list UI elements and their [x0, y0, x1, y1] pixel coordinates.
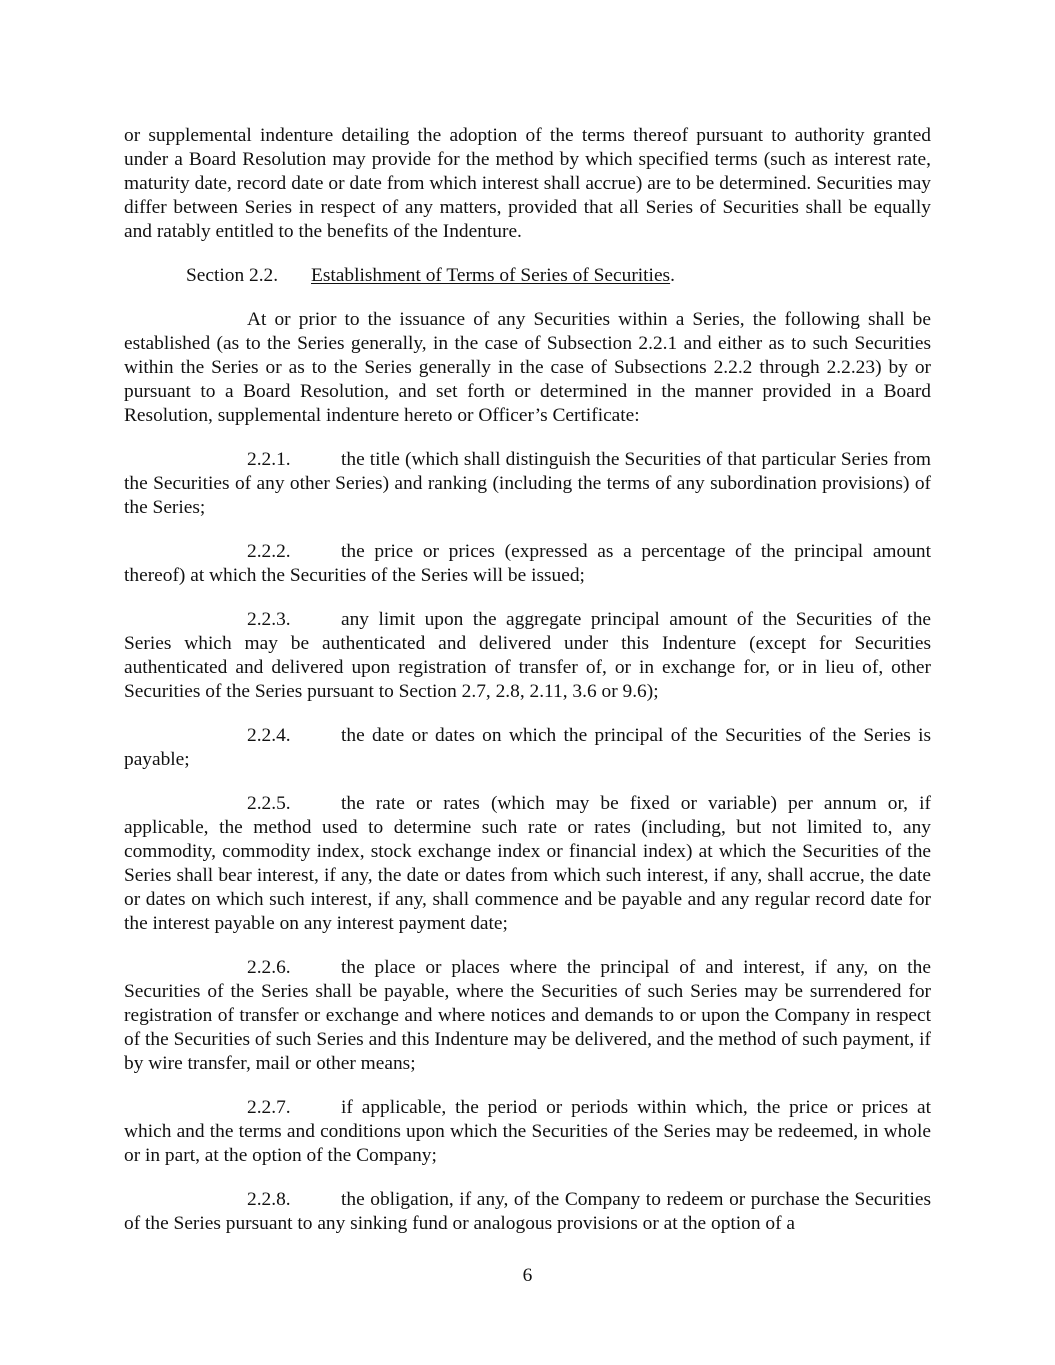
- clause-text: the obligation, if any, of the Company to redeem or purchase the Securities of the Series pursuant to any sinking fund or analogous provisions or at the option of a: [124, 1189, 931, 1234]
- clause-2-2-7: [124, 1096, 931, 1168]
- section-number: Section 2.2.: [186, 265, 279, 286]
- clause-text: the title (which shall distinguish the Securities of that particular Series from the Securities of any other Series) and ranking (including the terms of any subordination provisions) of the Series;: [124, 449, 931, 518]
- clause-number: 2.2.6.: [247, 957, 291, 978]
- intro-paragraph: or supplemental indenture detailing the adoption of the terms thereof pursuant to authority granted under a Board Resolution may provide for the method by which specified terms (such as interest rate, maturity date, record date or date from which interest shall accrue) are to be determined. Securities may differ between Series in respect of any matters, provided that all Series of Securities shall be equally and ratably entitled to the benefits of the Indenture.: [124, 125, 931, 242]
- clause-number: 2.2.3.: [247, 609, 291, 630]
- section-title: Establishment of Terms of Series of Securities: [311, 265, 671, 286]
- clause-2-2-2: [124, 540, 931, 588]
- clause-number: 2.2.5.: [247, 793, 291, 814]
- clause-2-2-4: [124, 724, 931, 772]
- clause-2-2-1: [124, 448, 931, 520]
- clause-2-2-8: [124, 1188, 931, 1236]
- page-number: 6: [522, 1265, 533, 1286]
- clause-2-2-5: [124, 792, 931, 936]
- clause-text: any limit upon the aggregate principal amount of the Securities of the Series which may be authenticated and delivered under this Indenture (except for Securities authenticated and delivered upon registration of transfer of, or in exchange for, or in lieu of, other Securities of the Series pursuant to Section 2.7, 2.8, 2.11, 3.6 or 9.6);: [124, 609, 931, 702]
- clause-number: 2.2.1.: [247, 449, 291, 470]
- lead-paragraph: At or prior to the issuance of any Securities within a Series, the following shall be established (as to the Series generally, in the case of Subsection 2.2.1 and either as to such Securities within the Series or as to the Series generally in the case of Subsections 2.2.2 through 2.2.23) by or pursuant to a Board Resolution, and set forth or determined in the manner provided in a Board Resolution, supplemental indenture hereto or Officer’s Certificate:: [124, 309, 931, 426]
- clause-text: the date or dates on which the principal of the Securities of the Series is payable;: [124, 725, 931, 770]
- clause-2-2-6: [124, 956, 931, 1076]
- clause-number: 2.2.8.: [247, 1189, 291, 1210]
- clause-number: 2.2.4.: [247, 725, 291, 746]
- clause-text: if applicable, the period or periods within which, the price or prices at which and the terms and conditions upon which the Securities of the Series may be redeemed, in whole or in part, at the option of the Company;: [124, 1097, 931, 1166]
- section-title-period: .: [670, 265, 675, 286]
- clause-number: 2.2.2.: [247, 541, 291, 562]
- clause-text: the place or places where the principal of and interest, if any, on the Securities of the Series shall be payable, where the Securities of such Series may be surrendered for registration of transfer or exchange and where notices and demands to or upon the Company in respect of the Securities of such Series and this Indenture may be delivered, and the method of such payment, if by wire transfer, mail or other means;: [124, 957, 931, 1074]
- document-body: [124, 124, 931, 1236]
- clause-text: the rate or rates (which may be fixed or variable) per annum or, if applicable, the method used to determine such rate or rates (including, but not limited to, any commodity, commodity index, stock exchange index or financial index) at which the Securities of the Series shall bear interest, if any, the date or dates from which such interest, if any, shall accrue, the date or dates on which such interest, if any, shall commence and be payable and any regular record date for the interest payable on any interest payment date;: [124, 793, 931, 934]
- clause-number: 2.2.7.: [247, 1097, 291, 1118]
- clause-2-2-3: [124, 608, 931, 704]
- section-heading: [124, 264, 931, 288]
- clause-text: the price or prices (expressed as a percentage of the principal amount thereof) at which the Securities of the Series will be issued;: [124, 541, 931, 586]
